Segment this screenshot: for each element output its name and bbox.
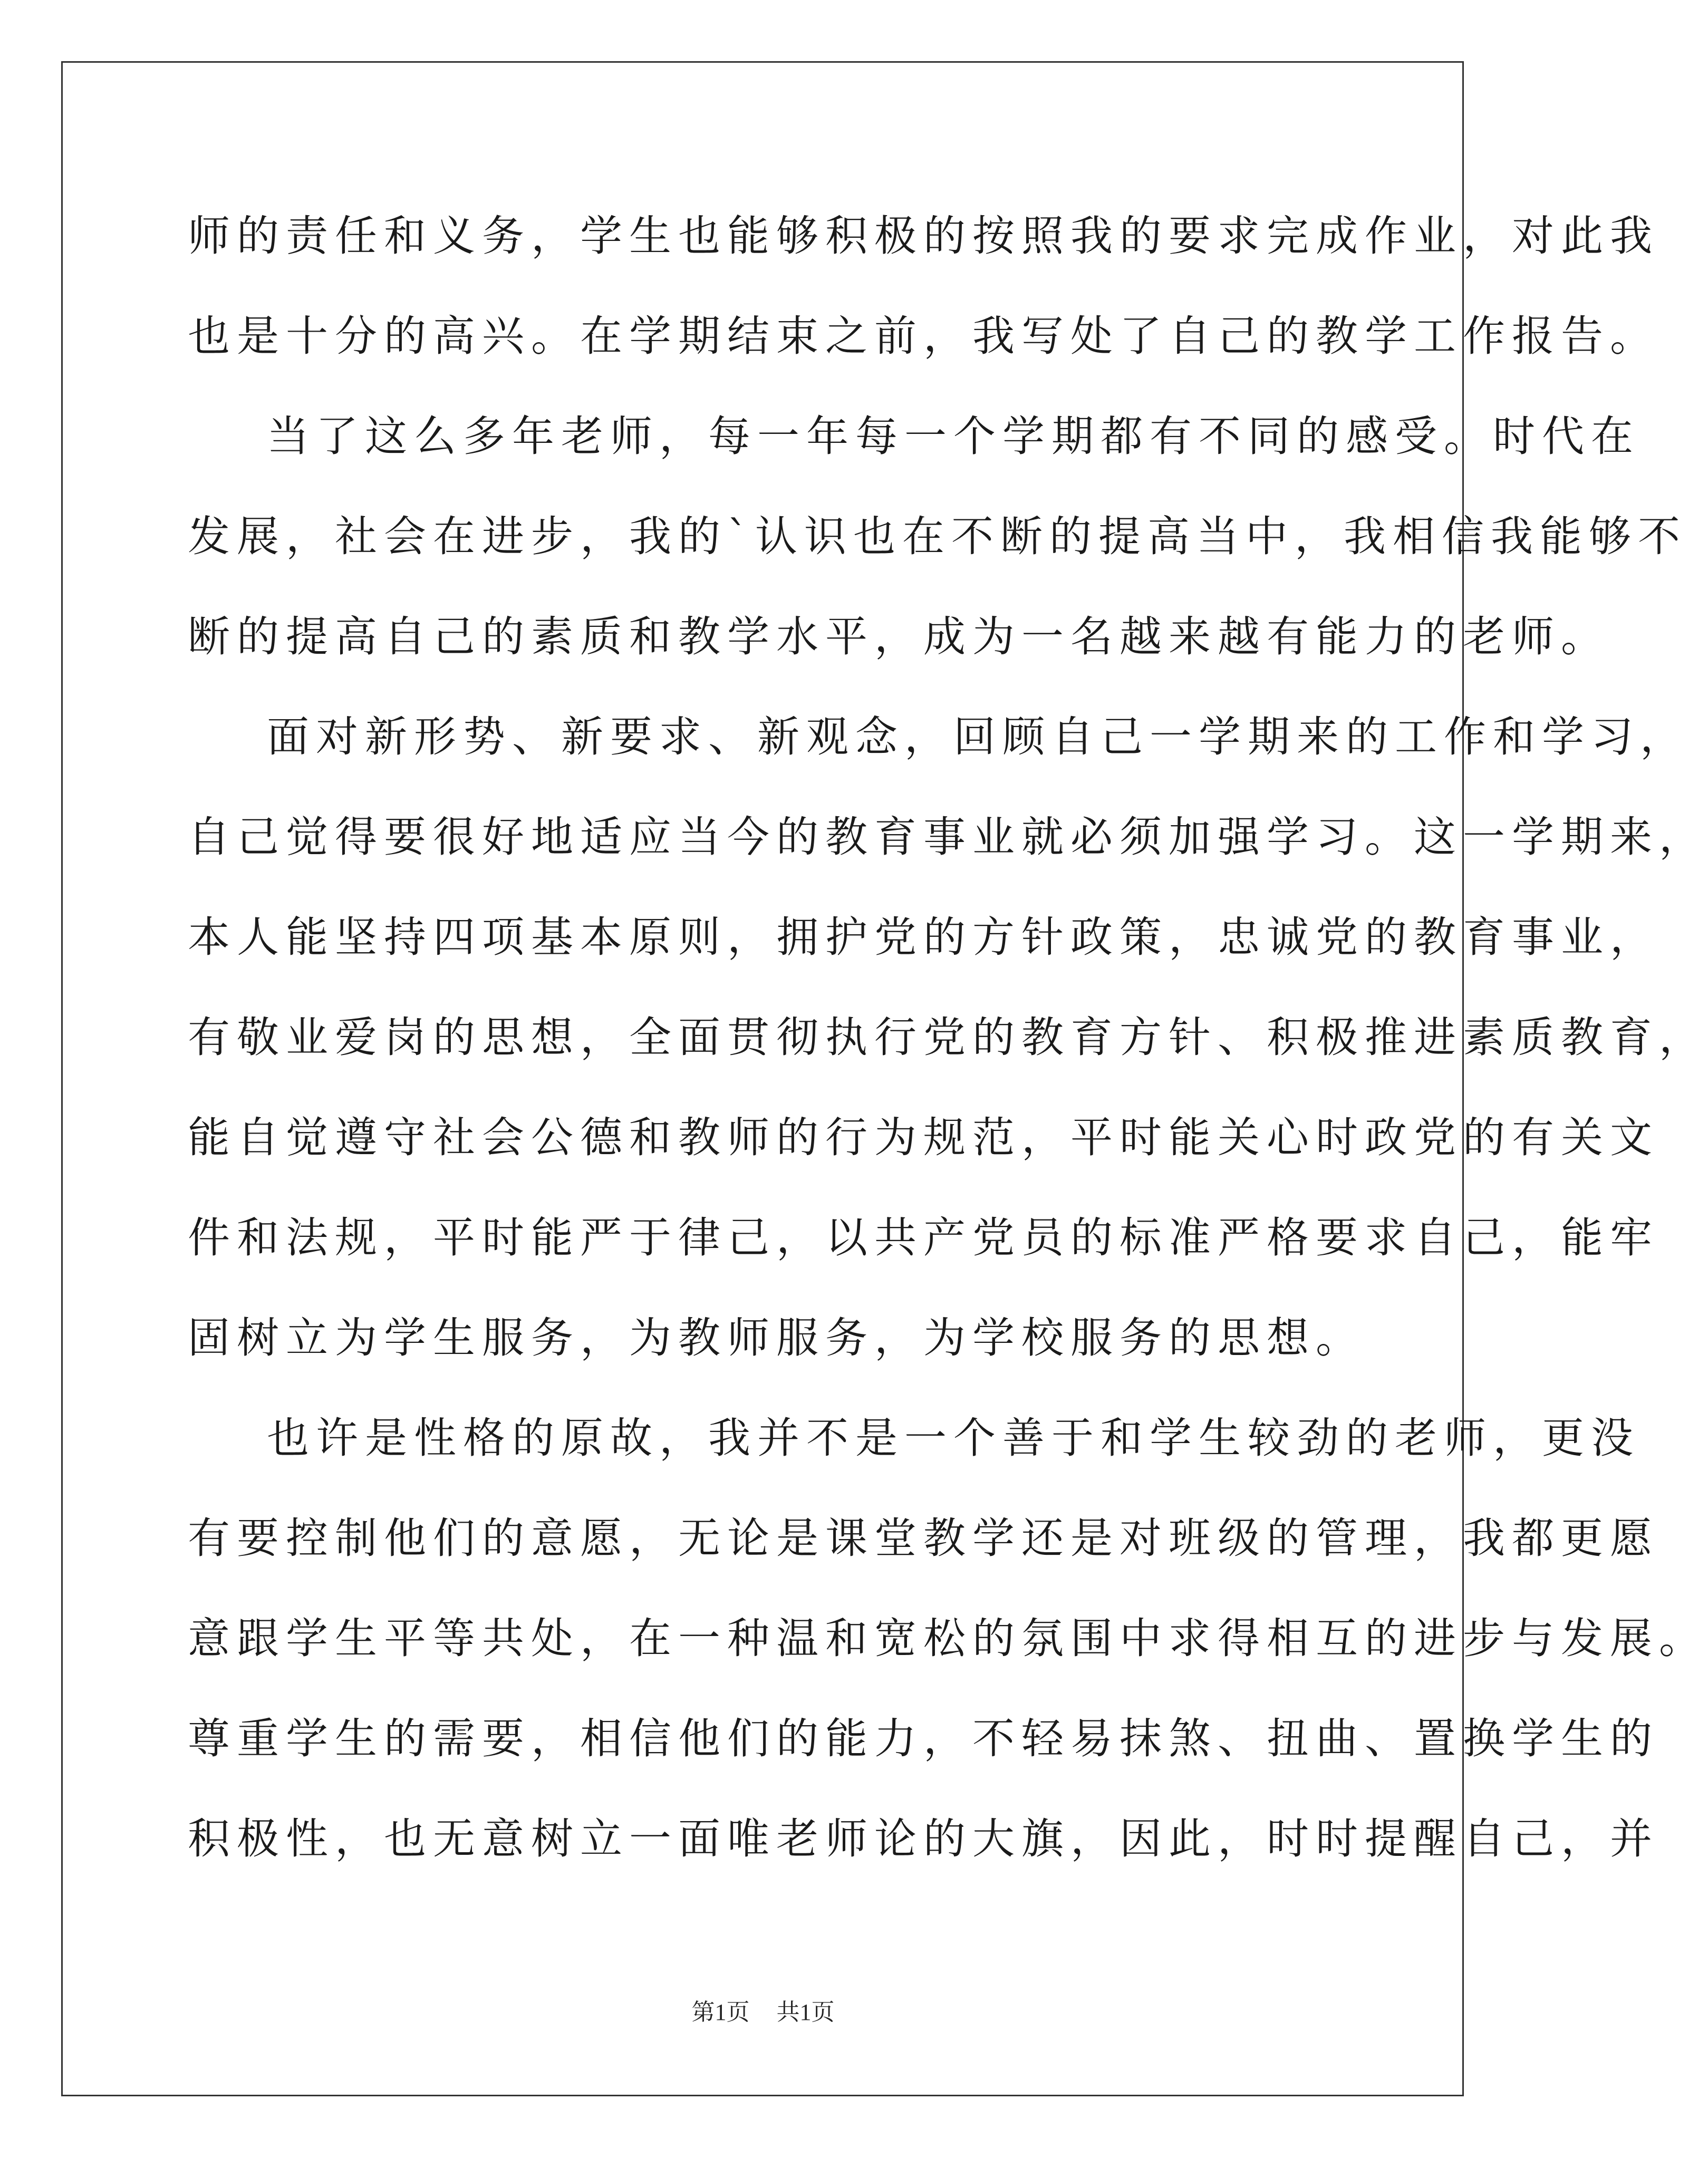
text-line: 发展，社会在进步，我的`认识也在不断的提高当中，我相信我能够不 — [188, 512, 1687, 561]
text-line: 断的提高自己的素质和教学水平，成为一名越来越有能力的老师。 — [188, 612, 1610, 661]
text-line: 固树立为学生服务，为教师服务，为学校服务的思想。 — [188, 1313, 1365, 1362]
text-line: 意跟学生平等共处，在一种温和宽松的氛围中求得相互的进步与发展。 — [188, 1614, 1708, 1663]
text-line: 本人能坚持四项基本原则，拥护党的方针政策，忠诚党的教育事业， — [188, 913, 1659, 962]
text-line: 自己觉得要很好地适应当今的教育事业就必须加强学习。这一学期来， — [188, 812, 1708, 862]
text-line: 面对新形势、新要求、新观念，回顾自己一学期来的工作和学习， — [267, 712, 1689, 761]
text-line: 也许是性格的原故，我并不是一个善于和学生较劲的老师，更没 — [267, 1414, 1640, 1463]
page-total: 共1页 — [776, 1999, 835, 2025]
text-line: 能自觉遵守社会公德和教师的行为规范，平时能关心时政党的有关文 — [188, 1113, 1659, 1162]
text-line: 也是十分的高兴。在学期结束之前，我写处了自己的教学工作报告。 — [188, 312, 1659, 361]
page-number: 第1页 — [691, 1999, 750, 2025]
text-line: 积极性，也无意树立一面唯老师论的大旗，因此，时时提醒自己，并 — [188, 1814, 1659, 1863]
text-line: 有要控制他们的意愿，无论是课堂教学还是对班级的管理，我都更愿 — [188, 1514, 1659, 1563]
text-line: 当了这么多年老师，每一年每一个学期都有不同的感受。时代在 — [267, 412, 1640, 461]
document-body — [188, 205, 1708, 1908]
text-line: 件和法规，平时能严于律己，以共产党员的标准严格要求自己，能牢 — [188, 1213, 1659, 1262]
text-line: 尊重学生的需要，相信他们的能力，不轻易抹煞、扭曲、置换学生的 — [188, 1714, 1659, 1763]
page-footer — [0, 1993, 1526, 2027]
text-line: 有敬业爱岗的思想，全面贯彻执行党的教育方针、积极推进素质教育， — [188, 1013, 1708, 1062]
text-line: 师的责任和义务，学生也能够积极的按照我的要求完成作业，对此我 — [188, 211, 1659, 260]
